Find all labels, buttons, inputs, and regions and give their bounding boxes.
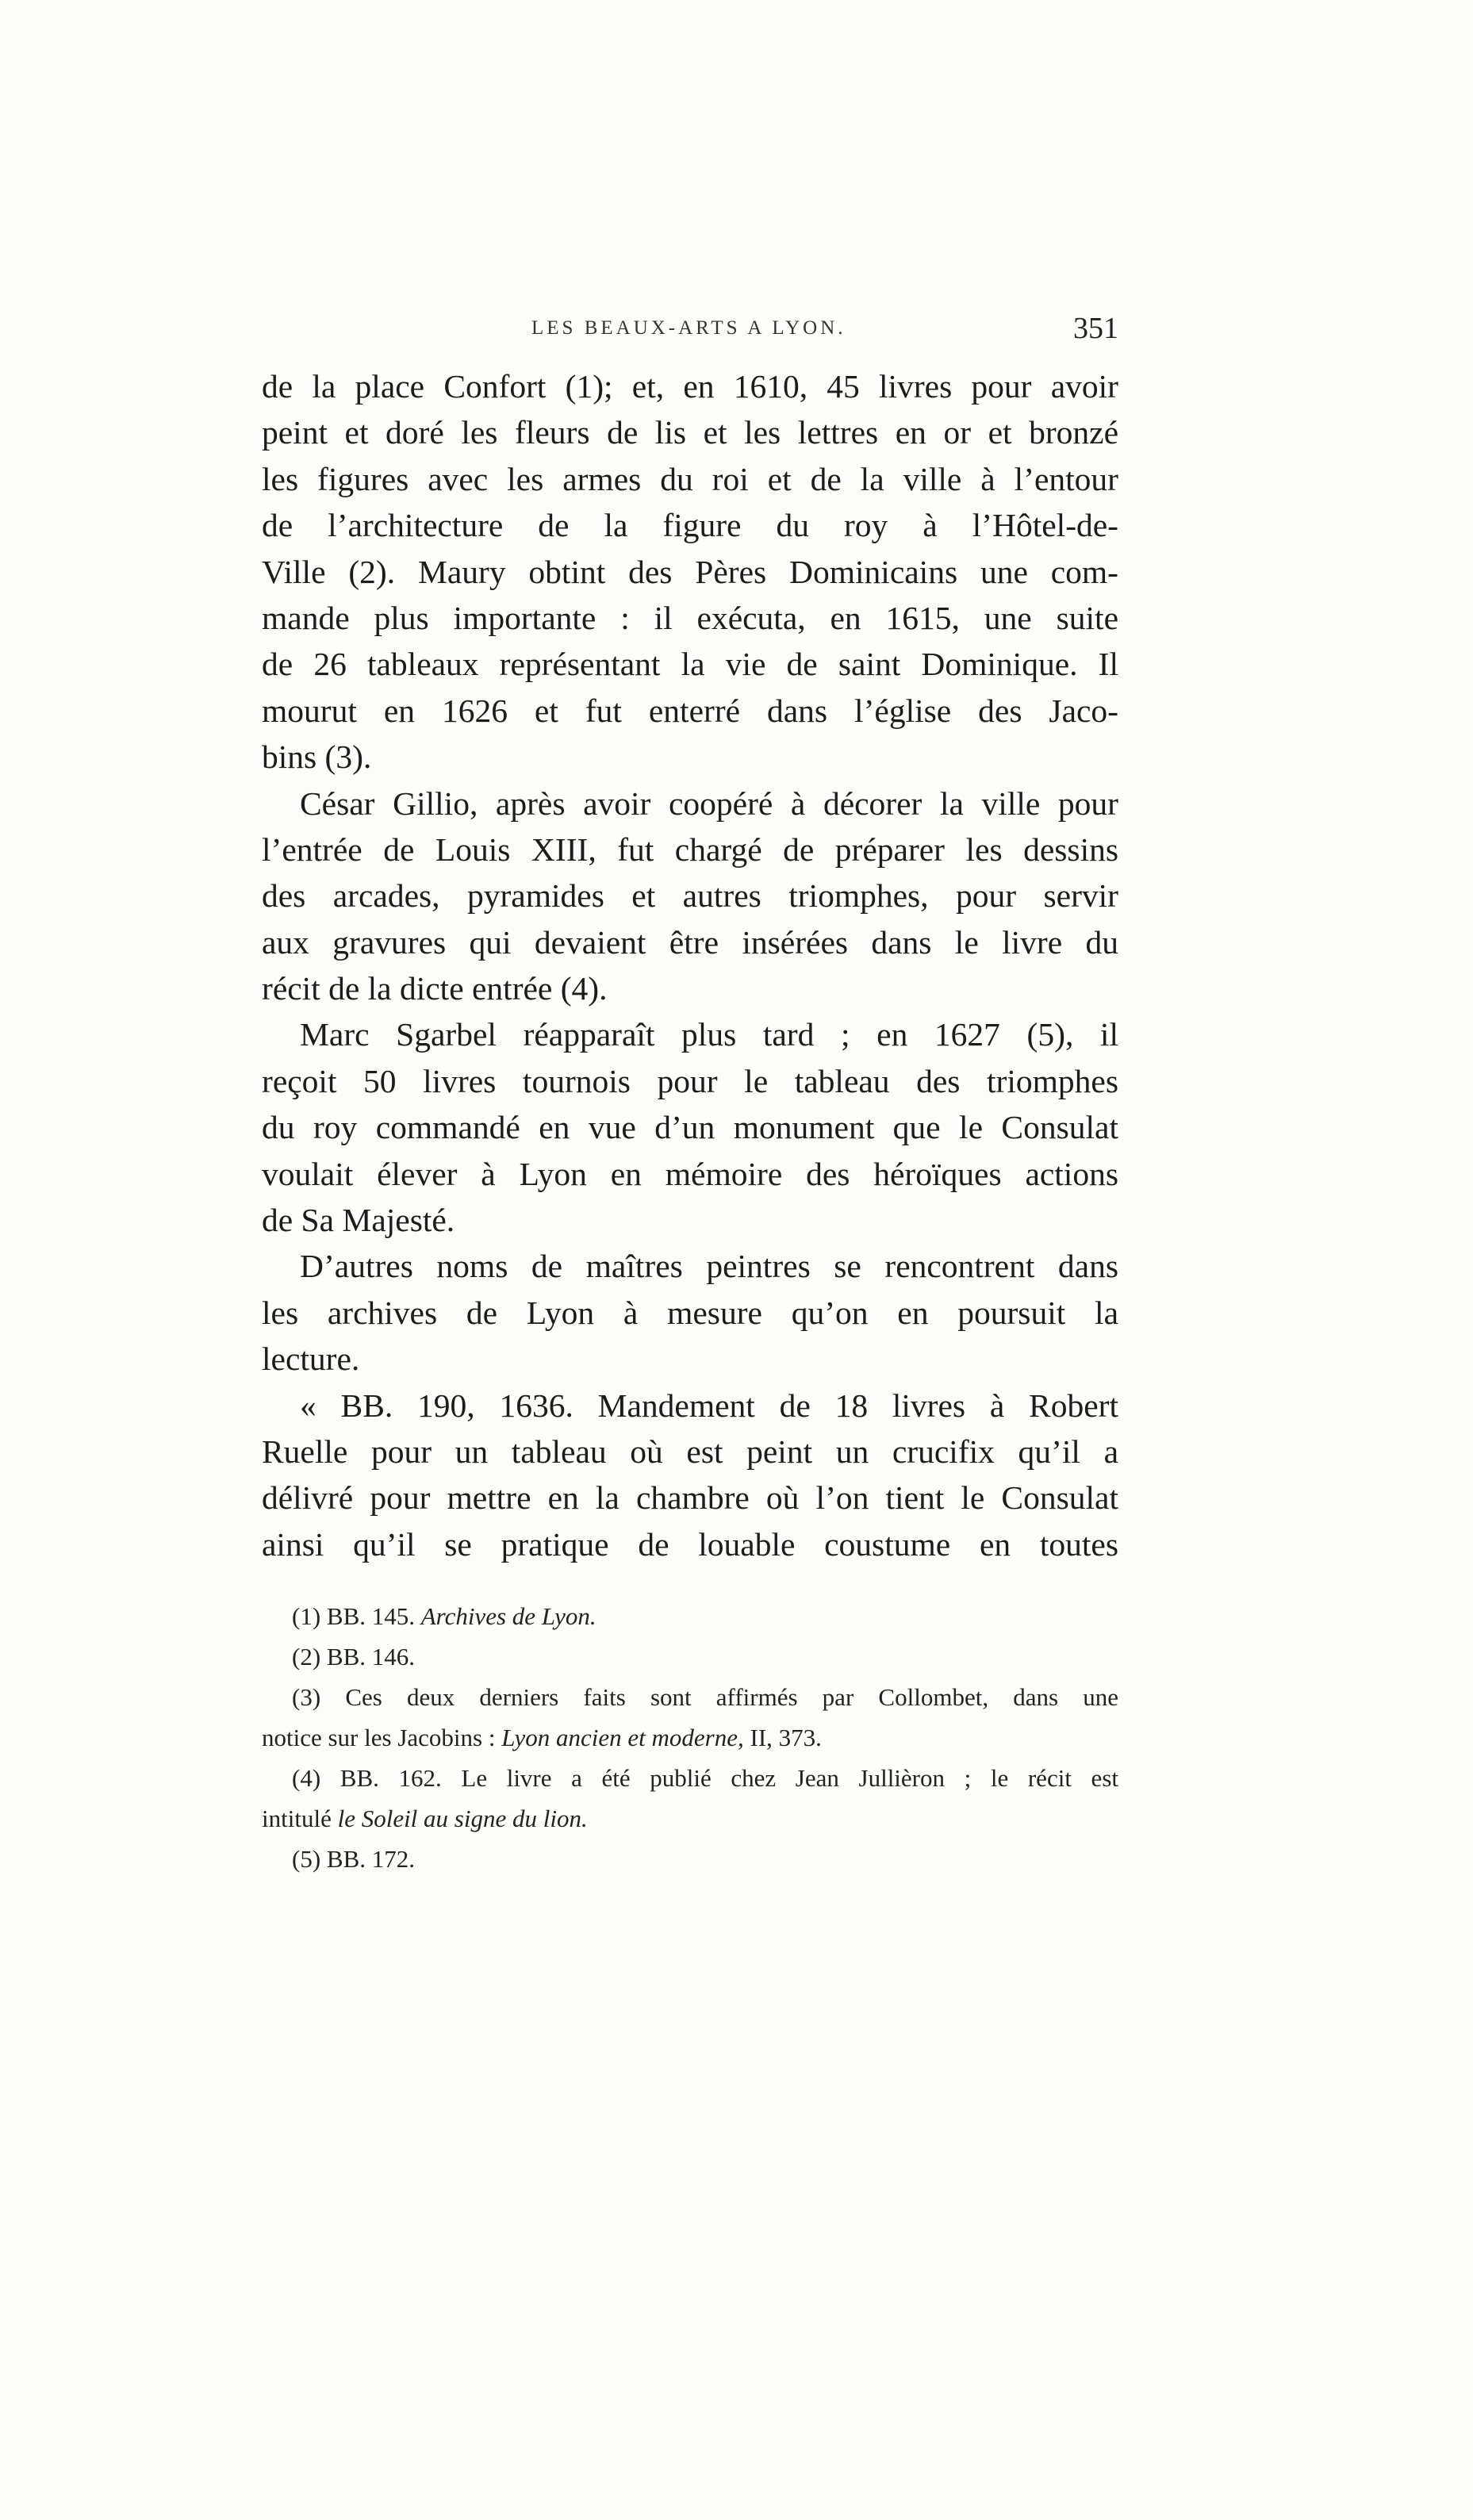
running-title: LES BEAUX-ARTS A LYON. <box>531 317 846 339</box>
text-line: ainsi qu’il se pratique de louable coustume en toutes <box>262 1525 1118 1563</box>
text-line: récit de la dicte entrée (4). <box>262 970 608 1007</box>
text-line: Ruelle pour un tableau où est peint un crucifix qu’il a <box>262 1433 1118 1470</box>
text-line: délivré pour mettre en la chambre où l’on tient le Consulat <box>262 1479 1118 1517</box>
text-line: Ville (2). Maury obtint des Pères Dominicains une com- <box>262 553 1118 590</box>
footnote-text: II, 373. <box>750 1724 822 1751</box>
text-line: mande plus importante : il exécuta, en 1615, une suite <box>262 599 1118 636</box>
paragraph-start: César Gillio, après avoir coopéré à décorer la ville pour <box>300 784 1118 822</box>
text-line: aux gravures qui devaient être insérées dans le livre du <box>262 923 1118 961</box>
footnote-ref: (1) BB. 145. <box>292 1602 415 1630</box>
text-line: les figures avec les armes du roi et de la ville à l’entour <box>262 460 1118 497</box>
text-line: de Sa Majesté. <box>262 1202 455 1239</box>
footnote-5: (5) BB. 172. <box>292 1845 415 1873</box>
text-line: de 26 tableaux représentant la vie de saint Dominique. Il <box>262 646 1118 683</box>
body-text <box>262 363 1118 1567</box>
text-line: reçoit 50 livres tournois pour le tableau des triomphes <box>262 1062 1118 1099</box>
footnote-title: Lyon ancien et moderne, <box>501 1724 744 1751</box>
page-number: 351 <box>1073 312 1118 345</box>
paragraph-start: D’autres noms de maîtres peintres se rencontrent dans <box>300 1248 1118 1285</box>
paragraph-start: Marc Sgarbel réapparaît plus tard ; en 1627 (5), il <box>300 1016 1118 1053</box>
footnote-4-line-1: (4) BB. 162. Le livre a été publié chez Jean Jullièron ; le récit est <box>292 1764 1118 1792</box>
footnotes <box>262 1596 1118 1879</box>
footnote-text: notice sur les Jacobins : <box>262 1724 496 1751</box>
page-header <box>262 311 1118 351</box>
footnote-3-line-1: (3) Ces deux derniers faits sont affirmés par Collombet, dans une <box>292 1683 1118 1711</box>
text-line: bins (3). <box>262 738 372 776</box>
footnote-text: intitulé <box>262 1805 332 1832</box>
text-line: les archives de Lyon à mesure qu’on en poursuit la <box>262 1294 1118 1331</box>
text-line: peint et doré les fleurs de lis et les lettres en or et bronzé <box>262 414 1118 451</box>
footnote-4-line-2 <box>262 1798 1118 1839</box>
paragraph-start: « BB. 190, 1636. Mandement de 18 livres à Robert <box>300 1387 1118 1424</box>
text-line: des arcades, pyramides et autres triomphes, pour servir <box>262 877 1118 915</box>
footnote-title: le Soleil au signe du lion. <box>337 1805 588 1832</box>
footnote-3-line-2 <box>262 1717 1118 1758</box>
text-line: du roy commandé en vue d’un monument que le Consulat <box>262 1109 1118 1146</box>
text-line: lecture. <box>262 1341 360 1378</box>
text-line: de l’architecture de la figure du roy à l’Hôtel-de- <box>262 507 1118 544</box>
text-line: voulait élever à Lyon en mémoire des héroïques actions <box>262 1155 1118 1192</box>
footnote-title: Archives de Lyon. <box>420 1602 596 1630</box>
text-line: de la place Confort (1); et, en 1610, 45 livres pour avoir <box>262 368 1118 405</box>
footnote-1 <box>262 1596 1118 1636</box>
footnote-2: (2) BB. 146. <box>292 1643 415 1670</box>
text-line: mourut en 1626 et fut enterré dans l’église des Jaco- <box>262 692 1118 729</box>
text-line: l’entrée de Louis XIII, fut chargé de préparer les dessins <box>262 830 1118 868</box>
